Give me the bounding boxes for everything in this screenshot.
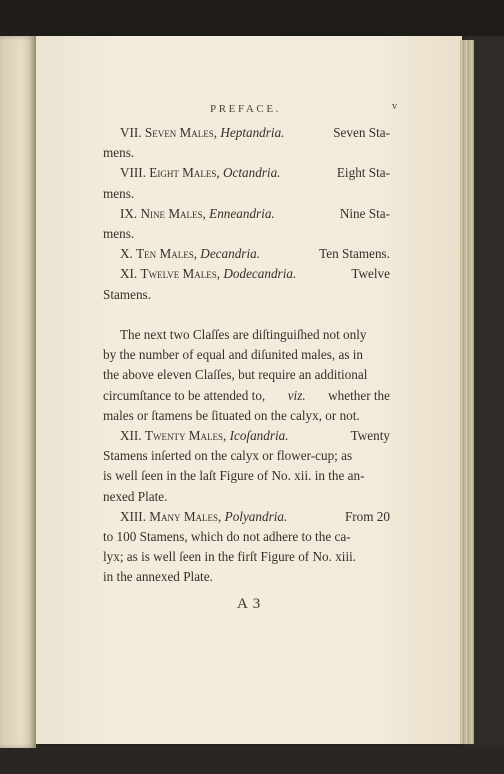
paragraph-line: males or ſtamens be ſituated on the calyx, or not. [103, 407, 360, 423]
running-title: PREFACE. [210, 103, 282, 115]
entry-x-line1: X. Ten Males, Decandria. Ten Stamens. [120, 246, 390, 262]
entry-xii-line: is well ſeen in the laſt Figure of No. xii. in the an- [103, 468, 365, 484]
page-block-edge [460, 40, 474, 744]
scan-background-top [0, 0, 504, 36]
class-list [103, 123, 390, 305]
page-number: v [392, 101, 397, 112]
entry-xiii-line: lyx; as is well ſeen in the firſt Figure of No. xiii. [103, 549, 357, 565]
paragraph-line: by the number of equal and diſunited males, as in [103, 347, 364, 363]
entry-xi-line2: Stamens. [103, 286, 151, 302]
body-text [103, 325, 390, 588]
previous-page-edge [0, 36, 36, 748]
entry-vii-line2: mens. [103, 145, 135, 161]
entry-xi-line1: XI. Twelve Males, Dodecandria. Twelve [120, 266, 390, 282]
entry-xiii-line: in the annexed Plate. [103, 569, 213, 585]
entry-xii-line: Stamens inſerted on the calyx or flower-cup; as [103, 448, 353, 464]
paragraph-line: the above eleven Claſſes, but require an additional [103, 367, 368, 383]
paragraph-line: The next two Claſſes are diſtinguiſhed not only [120, 327, 367, 342]
entry-xii-line1: XII. Twenty Males, Icoſandria. Twenty [120, 428, 390, 444]
scan-background-bottom [0, 748, 504, 774]
entry-ix-line2: mens. [103, 226, 135, 242]
entry-xiii-line1: XIII. Many Males, Polyandria. From 20 [120, 508, 390, 524]
entry-xiii-line: to 100 Stamens, which do not adhere to the ca- [103, 529, 351, 545]
signature-mark: A 3 [237, 596, 262, 612]
entry-xii-line: nexed Plate. [103, 488, 168, 504]
entry-ix-line1: IX. Nine Males, Enneandria. Nine Sta- [120, 205, 390, 221]
entry-viii-line2: mens. [103, 185, 135, 201]
paragraph-line: circumſtance to be attended to, viz. whether the [103, 387, 390, 403]
entry-viii-line1: VIII. Eight Males, Octandria. Eight Sta- [120, 165, 390, 181]
entry-vii-line1: VII. Seven Males, Heptandria. Seven Sta- [120, 125, 390, 140]
